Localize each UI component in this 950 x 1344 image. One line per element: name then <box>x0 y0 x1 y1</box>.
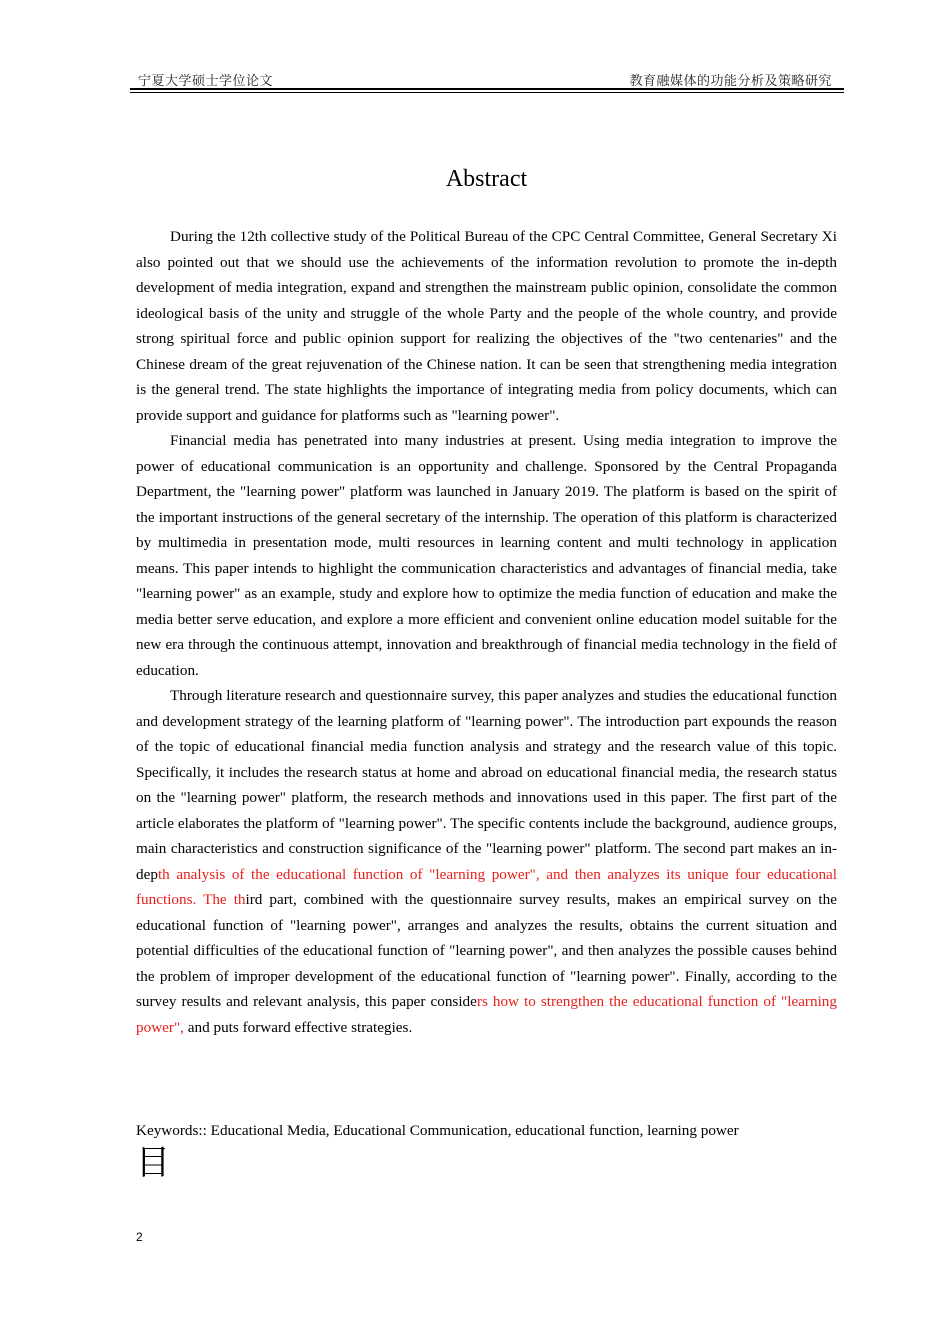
abstract-paragraph-3 <box>136 683 837 1040</box>
paragraph-3-highlight-a: th analysis of the educational function of "learning power", and then analyzes its unique four educational functions. The th <box>136 865 837 908</box>
paragraph-3-highlight-b: rs how to strengthen the educational function of "learning power", <box>136 993 837 1036</box>
page-number: 2 <box>136 1230 143 1244</box>
abstract-body <box>136 224 837 1040</box>
header-rule-thin <box>130 92 844 93</box>
page-title: Abstract <box>445 166 528 192</box>
header-thesis-label: 宁夏大学硕士学位论文 <box>138 73 274 88</box>
abstract-paragraph-2: Financial media has penetrated into many industries at present. Using media integration to improve the power of educational communication is an opportunity and challenge. Sponsored by the Central Propaganda Department, the "learning power" platform was launched in January 2019. The platform is based on the spirit of the important instructions of the general secretary of the internship. The operation of this platform is characterized by multimedia in presentation mode, multi resources in learning content and multi technology in application means. This paper intends to highlight the communication characteristics and advantages of financial media, take "learning power" as an example, study and explore how to optimize the media function of education and make the media better serve education, and explore a more efficient and convenient online education model suitable for the new era through the continuous attempt, innovation and breakthrough of financial media technology in the field of education. <box>136 432 837 679</box>
paragraph-3-text-c: and puts forward effective strategies. <box>183 1018 413 1036</box>
paragraph-3-text-a: Through literature research and questionnaire survey, this paper analyzes and studies the educational function and development strategy of the learning platform of "learning power". The introduction part expounds the reason of the topic of educational financial media function analysis and strategy and the research value of this topic. Specifically, it includes the research status at home and abroad on educational financial media, the research status on the "learning power" platform, the research methods and innovations used in this paper. The first part of the article elaborates the platform of "learning power". The specific contents include the background, audience groups, main characteristics and construction significance of the "learning power" platform. The second part makes an in-dep <box>136 687 837 883</box>
paragraph-3-text-b: ird part, combined with the questionnaire survey results, makes an empirical survey on the educational function of "learning power", arranges and analyzes the results, obtains the current situation and potential difficulties of the educational function of "learning power", and then analyzes the possible causes behind the problem of improper development of the educational function of "learning power". Finally, according to the survey results and relevant analysis, this paper conside <box>136 891 837 1010</box>
header-thesis-title: 教育融媒体的功能分析及策略研究 <box>629 73 832 88</box>
header-rule-thick <box>130 88 844 90</box>
keywords-line: Keywords:: Educational Media, Educational Communication, educational function, learning power <box>136 1122 739 1139</box>
toc-heading-fragment: 目 <box>136 1143 170 1183</box>
abstract-paragraph-1: During the 12th collective study of the Political Bureau of the CPC Central Committee, General Secretary Xi also pointed out that we should use the achievements of the information revolution to promote the in-depth development of media integration, expand and strengthen the mainstream public opinion, consolidate the common ideological basis of the unity and struggle of the whole Party and the people of the whole country, and provide strong spiritual force and public opinion support for realizing the objectives of the "two centenaries" and the Chinese dream of the great rejuvenation of the Chinese nation. It can be seen that strengthening media integration is the general trend. The state highlights the importance of integrating media from policy documents, which can provide support and guidance for platforms such as "learning power". <box>136 228 837 424</box>
